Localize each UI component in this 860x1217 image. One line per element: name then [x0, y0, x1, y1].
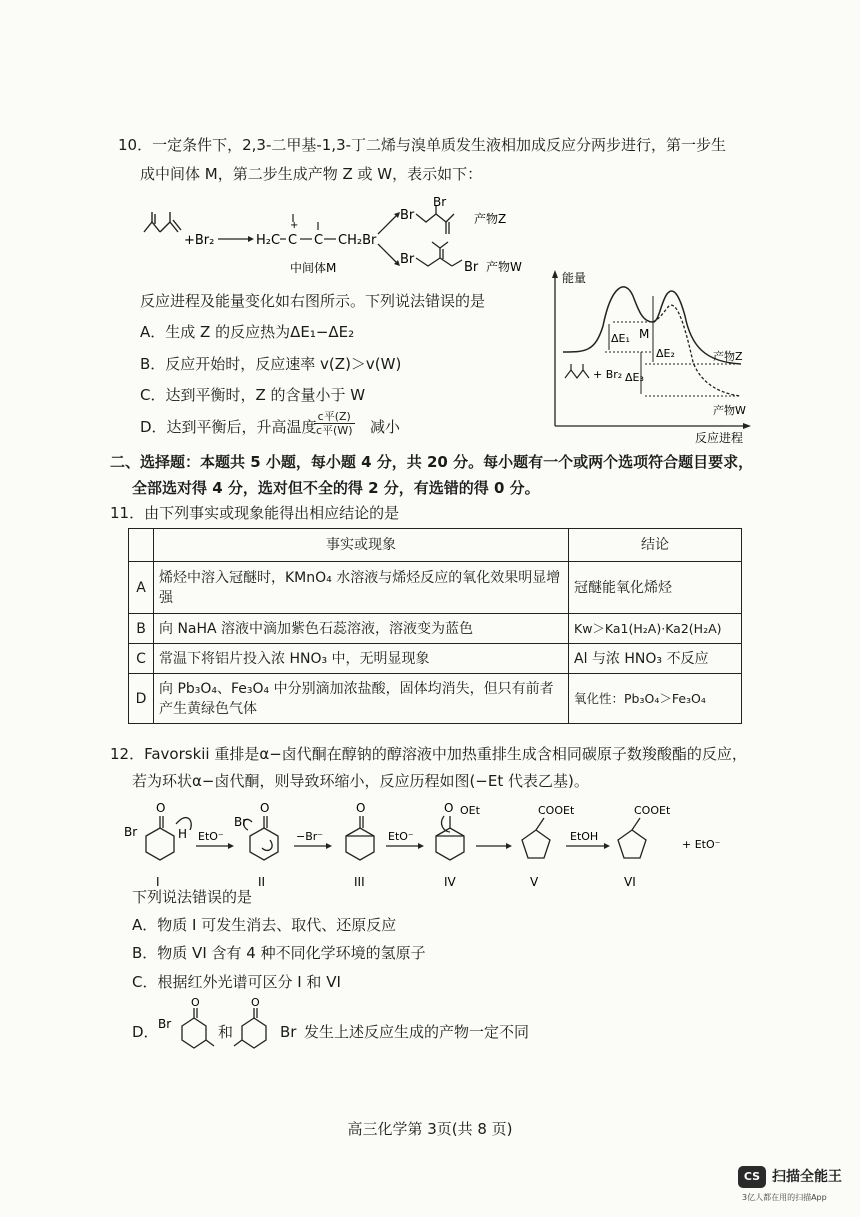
table-row [129, 562, 742, 614]
reagent-etoh: EtOH [570, 830, 599, 843]
w-br2: Br [464, 260, 479, 275]
row-conclusion: 冠醚能氧化烯烃 [569, 562, 742, 614]
q12-stem-line2: 若为环状α−卤代酮，则导致环缩小，反应历程如图(−Et 代表乙基)。 [132, 772, 589, 790]
byproduct-eto: + EtO⁻ [682, 838, 721, 851]
iii-oxygen: O [356, 801, 366, 815]
fraction-numerator: c平(Z) [314, 410, 355, 424]
row-label: C [129, 644, 154, 674]
compound-ii-label: II [258, 875, 266, 889]
option-d-ketone-1 [182, 1008, 214, 1048]
table-row [129, 614, 742, 644]
ii-bromine: Br [234, 815, 248, 829]
i-oxygen: O [156, 801, 166, 815]
q12-option-d-tail: 发生上述反应生成的产物一定不同 [304, 1023, 530, 1041]
z-br2: Br [433, 195, 447, 209]
product-z-structure [416, 206, 454, 234]
q10-option-d: D．达到平衡后，升高温度 [140, 418, 317, 436]
q10-reaction-scheme [130, 192, 550, 282]
m-label: M [639, 327, 650, 341]
row-fact: 向 Pb₃O₄、Fe₃O₄ 中分别滴加浓盐酸，固体均消失，但只有前者产生黄绿色气体 [154, 674, 569, 724]
w-br1: Br [400, 252, 415, 267]
product-z-label: 产物Z [474, 212, 507, 226]
header-fact: 事实或现象 [154, 529, 569, 562]
iv-oxygen: O [444, 801, 454, 815]
d1-oxygen: O [191, 996, 200, 1009]
q12-option-c: C．根据红外光谱可区分 I 和 VI [132, 973, 341, 991]
page-footer: 高三化学第 3页(共 8 页) [347, 1120, 513, 1138]
br2-reagent: +Br₂ [184, 233, 215, 248]
compound-i-label: I [156, 875, 160, 889]
row-fact: 常温下将铝片投入浓 HNO₃ 中，无明显现象 [154, 644, 569, 674]
row-label: D [129, 674, 154, 724]
q10-stem-line1: 10．一定条件下，2,3-二甲基-1,3-丁二烯与溴单质发生液相加成反应分两步进行，第一步生 [118, 136, 727, 154]
delta-e1-label: ΔE₁ [611, 332, 630, 345]
camscanner-logo-icon: CS [738, 1166, 766, 1188]
compound-iii-structure [346, 816, 374, 860]
compound-iv-structure [436, 816, 464, 860]
product-w-label: 产物W [486, 260, 522, 274]
diene-mini-structure [565, 364, 589, 378]
product-w-graph-label: 产物W [713, 404, 746, 417]
reagent-eto-1: EtO⁻ [198, 830, 224, 843]
i-bromine: Br [124, 825, 138, 839]
header-conclusion: 结论 [569, 529, 742, 562]
diene-structure [144, 212, 181, 232]
q10-fraction [314, 410, 355, 437]
plus-charge: + [290, 220, 299, 231]
row-label: B [129, 614, 154, 644]
section2-line1: 二、选择题：本题共 5 小题，每小题 4 分，共 20 分。每小题有一个或两个选项符合题目要求， [110, 453, 754, 471]
q11-stem: 11．由下列事实或现象能得出相应结论的是 [110, 504, 400, 522]
delta-e3-label: ΔE₃ [625, 371, 644, 384]
v-cooet: COOEt [538, 804, 575, 817]
compound-vi-label: VI [624, 875, 636, 889]
q12-stem-line1: 12．Favorskii 重排是α−卤代酮在醇钠的醇溶液中加热重排生成含相同碳原子数羧酸酯的反应， [110, 745, 747, 763]
energy-diagram [545, 266, 760, 448]
camscanner-name: 扫描全能王 [772, 1169, 842, 1185]
c-mid-label: C [314, 233, 324, 248]
q12-option-d-and: 和 [218, 1023, 234, 1041]
row-conclusion: 氧化性：Pb₃O₄＞Fe₃O₄ [569, 674, 742, 724]
d2-oxygen: O [251, 996, 260, 1009]
energy-axis-label: 能量 [562, 271, 587, 285]
row-conclusion: Kw＞Ka1(H₂A)·Ka2(H₂A) [569, 614, 742, 644]
camscanner-tagline: 3亿人都在用的扫描App [742, 1193, 827, 1202]
intermediate-m-label: 中间体M [290, 261, 337, 275]
ch2br-label: CH₂Br [338, 233, 377, 248]
reagent-minus-br: −Br⁻ [296, 830, 324, 843]
header-label [129, 529, 154, 562]
compound-iv-label: IV [444, 875, 456, 889]
compound-vi-structure [618, 818, 646, 858]
q10-intro: 反应进程及能量变化如右图所示。下列说法错误的是 [140, 292, 486, 310]
q11-table [128, 528, 742, 724]
d1-bromine: Br [158, 1017, 172, 1031]
reagent-eto-2: EtO⁻ [388, 830, 414, 843]
product-z-graph-label: 产物Z [713, 350, 743, 363]
row-fact: 烯烃中溶入冠醚时，KMnO₄ 水溶液与烯烃反应的氧化效果明显增强 [154, 562, 569, 614]
section2-line2: 全部选对得 4 分，选对但不全的得 2 分，有选错的得 0 分。 [132, 479, 540, 497]
table-header-row [129, 529, 742, 562]
progress-axis-label: 反应进程 [695, 431, 744, 445]
table-row [129, 644, 742, 674]
q10-option-c: C．达到平衡时，Z 的含量小于 W [140, 386, 366, 404]
ii-oxygen: O [260, 801, 270, 815]
z-br1: Br [400, 208, 415, 223]
q10-option-d-tail: 减小 [370, 418, 401, 436]
q10-option-b: B．反应开始时，反应速率 v(Z)＞v(W) [140, 355, 402, 373]
q10-option-a: A．生成 Z 的反应热为ΔE₁−ΔE₂ [140, 323, 355, 341]
reactant-br2-label: + Br₂ [593, 368, 623, 381]
delta-e2-label: ΔE₂ [656, 347, 675, 360]
q12-option-a: A．物质 I 可发生消去、取代、还原反应 [132, 916, 397, 934]
q12-intro: 下列说法错误的是 [132, 888, 253, 906]
q12-option-b: B．物质 VI 含有 4 种不同化学环境的氢原子 [132, 944, 426, 962]
iv-oet: OEt [460, 804, 480, 817]
compound-ii-structure [244, 816, 278, 860]
product-w-structure [416, 242, 462, 266]
row-label: A [129, 562, 154, 614]
q10-stem-line2: 成中间体 M，第二步生成产物 Z 或 W，表示如下： [140, 165, 483, 183]
q12-option-d-br: Br [280, 1023, 297, 1041]
compound-v-label: V [530, 875, 539, 889]
row-conclusion: Al 与浓 HNO₃ 不反应 [569, 644, 742, 674]
compound-iii-label: III [354, 875, 365, 889]
c-plus-label: C [288, 233, 298, 248]
compound-v-structure [522, 818, 550, 858]
i-hydrogen: H [178, 827, 188, 841]
row-fact: 向 NaHA 溶液中滴加紫色石蕊溶液，溶液变为蓝色 [154, 614, 569, 644]
q12-option-d-label: D． [132, 1023, 159, 1041]
q12-mechanism [118, 796, 738, 896]
h2c-label: H₂C [256, 233, 281, 248]
fraction-denominator: c平(W) [316, 424, 353, 437]
table-row [129, 674, 742, 724]
vi-cooet: COOEt [634, 804, 671, 817]
option-d-ketone-2 [234, 1008, 266, 1048]
